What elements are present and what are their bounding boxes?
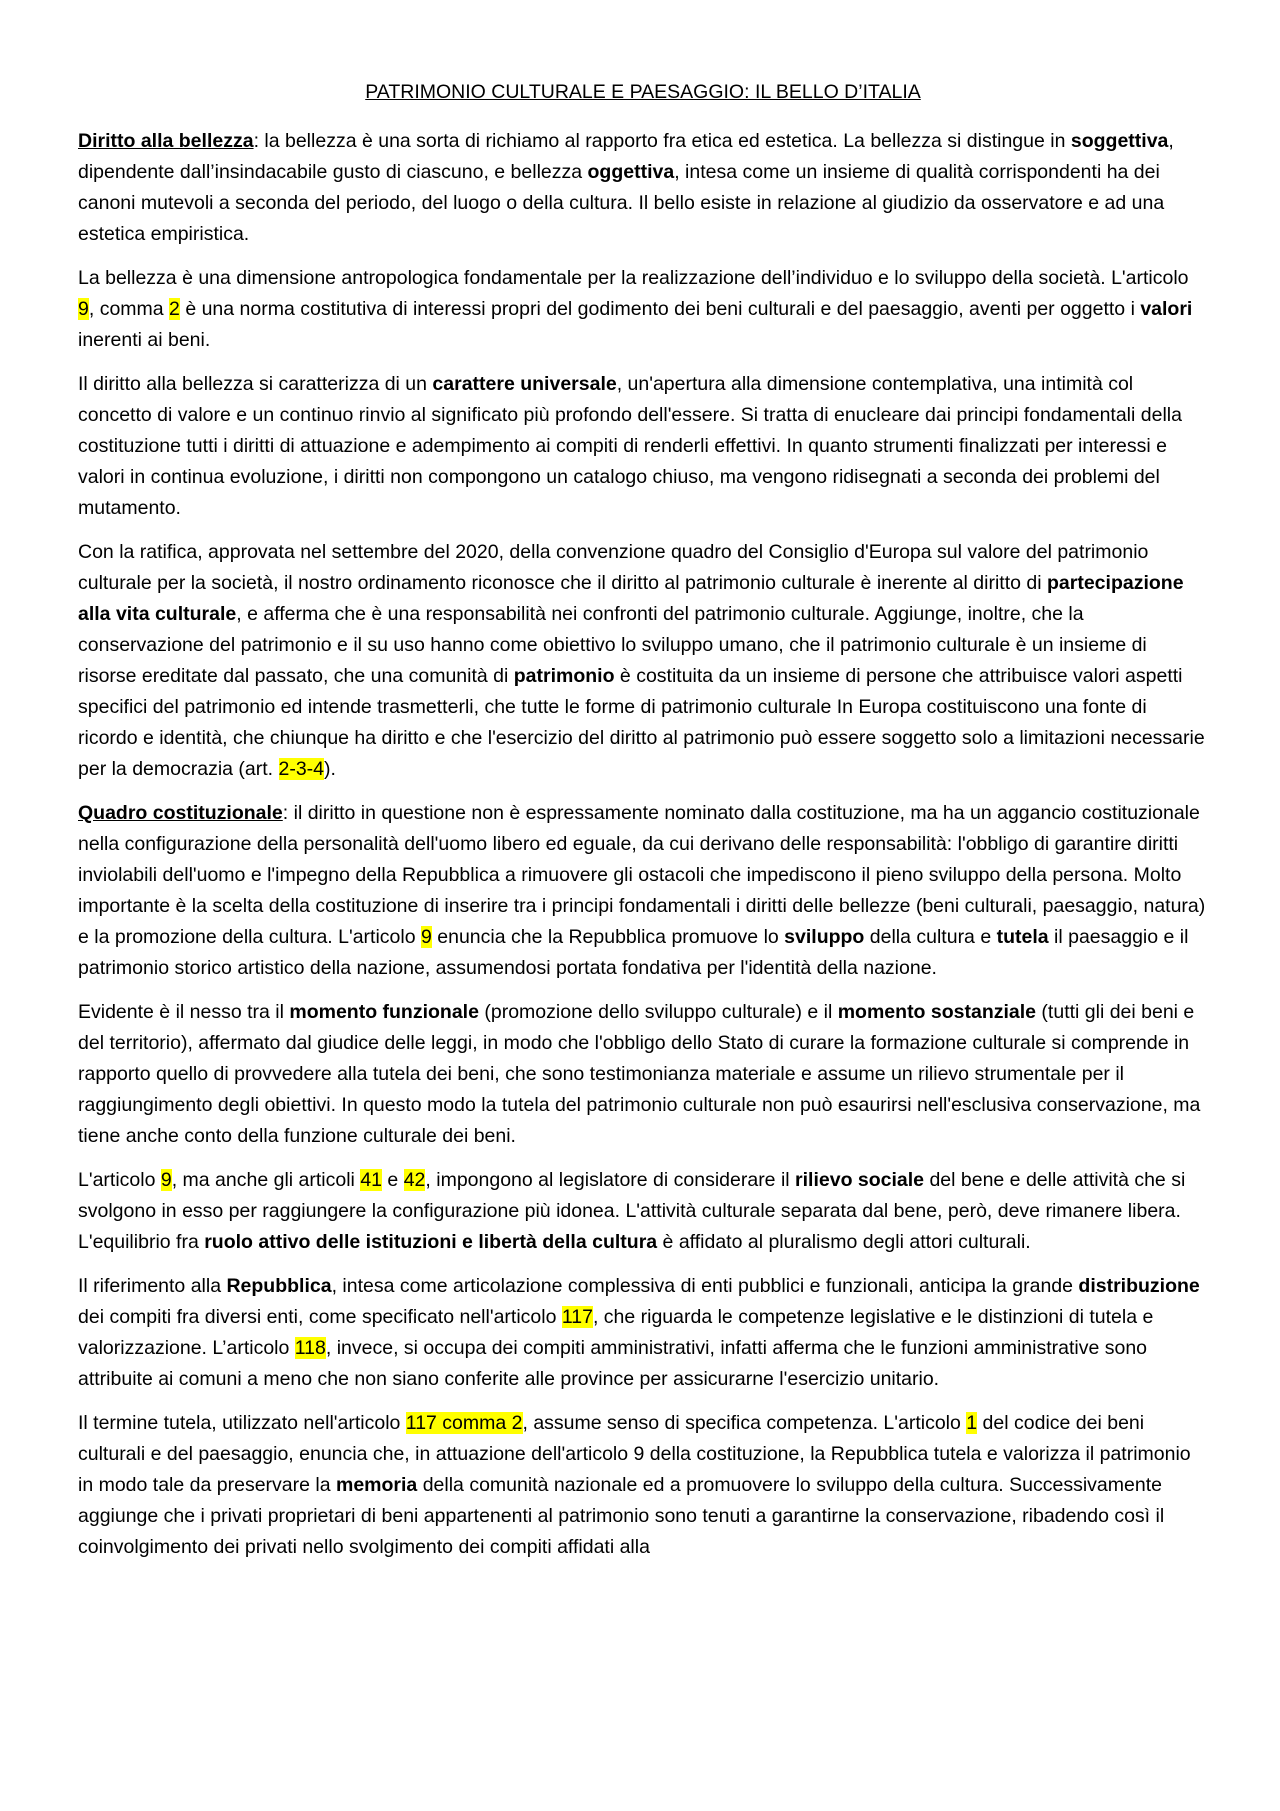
text-run: del codice dei beni culturali e del paesaggio, enuncia che, in attuazione dell'articolo 9 della costituzione, la Repubblica tutela e valorizza il patrimonio in modo tale da preservare la (78, 1412, 1191, 1496)
highlighted-reference: 9 (78, 298, 89, 320)
text-run: è affidato al pluralismo degli attori culturali. (657, 1231, 1031, 1253)
text-run: Con la ratifica, approvata nel settembre del 2020, della convenzione quadro del Consiglio d'Europa sul valore del patrimonio culturale per la società, il nostro ordinamento riconosce che il diritto al patrimonio culturale è inerente al diritto di (78, 541, 1149, 594)
highlighted-reference: 41 (360, 1169, 383, 1191)
highlighted-reference: 9 (421, 926, 432, 948)
paragraph (78, 369, 1208, 524)
text-run: inerenti ai beni. (78, 329, 211, 351)
text-run: , che riguarda le competenze legislative e le distinzioni di tutela e valorizzazione. L’articolo (78, 1306, 1154, 1359)
bold-text: partecipazione alla vita culturale (78, 572, 1184, 625)
text-run: L'articolo (78, 1169, 161, 1191)
text-run: il paesaggio e il patrimonio storico artistico della nazione, assumendosi portata fondativa per l'identità della nazione. (78, 926, 1189, 979)
paragraph (78, 798, 1208, 984)
text-run: , un'apertura alla dimensione contemplativa, una intimità col concetto di valore e un continuo rinvio al significato più profondo dell'essere. Si tratta di enucleare dai principi fondamentali della costituzione tutti i diritti di attuazione e adempimento ai compiti di renderli effettivi. In quanto strumenti finalizzati per interessi e valori in continua evoluzione, i diritti non compongono un catalogo chiuso, ma vengono ridisegnati a seconda dei problemi del mutamento. (78, 373, 1182, 519)
bold-text: rilievo sociale (795, 1169, 925, 1191)
bold-text: ruolo attivo delle istituzioni e libertà della cultura (204, 1231, 658, 1253)
paragraph (78, 126, 1208, 250)
paragraph (78, 1408, 1208, 1563)
text-run: , dipendente dall’insindacabile gusto di ciascuno, e bellezza (78, 130, 1174, 183)
bold-text: tutela (996, 926, 1049, 948)
bold-text: momento funzionale (289, 1001, 479, 1023)
text-run: , intesa come articolazione complessiva di enti pubblici e funzionali, anticipa la grande (331, 1275, 1079, 1297)
text-run: , invece, si occupa dei compiti amministrativi, infatti afferma che le funzioni amministrative sono attribuite ai comuni a meno che non siano conferite alle province per assicurarne l'esercizio unitario. (78, 1337, 1148, 1390)
bold-text: valori (1140, 298, 1193, 320)
paragraph (78, 263, 1208, 356)
highlighted-reference: 2 (169, 298, 180, 320)
highlighted-reference: 2-3-4 (278, 758, 325, 780)
highlighted-reference: 9 (160, 1169, 172, 1191)
section-label: Quadro costituzionale (78, 802, 283, 824)
text-run: , assume senso di specifica competenza. L'articolo (522, 1412, 967, 1434)
text-run: Il diritto alla bellezza si caratterizza di un (78, 373, 433, 395)
section-label: Diritto alla bellezza (78, 130, 254, 152)
highlighted-reference: 117 (561, 1306, 593, 1328)
paragraph (78, 997, 1208, 1152)
bold-text: distribuzione (1078, 1275, 1200, 1297)
text-run: , impongono al legislatore di considerare il (425, 1169, 796, 1191)
text-run: ). (324, 758, 336, 780)
bold-text: oggettiva (587, 161, 675, 183)
text-run: La bellezza è una dimensione antropologica fondamentale per la realizzazione dell’individuo e lo sviluppo della società. L'articolo (78, 267, 1189, 289)
paragraph (78, 537, 1208, 785)
text-run: è costituita da un insieme di persone che attribuisce valori aspetti specifici del patrimonio ed intende trasmetterli, che tutte le forme di patrimonio culturale In Europa costituiscono una fonte di ricordo e identità, che chiunque ha diritto e che l'esercizio del diritto al patrimonio può essere soggetto solo a limitazioni necessarie per la democrazia (art. (78, 665, 1205, 780)
text-run: (tutti gli dei beni e del territorio), affermato dal giudice delle leggi, in modo che l'obbligo dello Stato di curare la formazione culturale si comprende in rapporto quello di provvedere alla tutela dei beni, che sono testimonianza materiale e assume un rilievo strumentale per il raggiungimento degli obiettivi. In questo modo la tutela del patrimonio culturale non può esaurirsi nell'esclusiva conservazione, ma tiene anche conto della funzione culturale dei beni. (78, 1001, 1201, 1147)
text-run: e (382, 1169, 404, 1191)
text-run: , comma (88, 298, 170, 320)
text-run: enuncia che la Repubblica promuove lo (431, 926, 785, 948)
text-run: : la bellezza è una sorta di richiamo al rapporto fra etica ed estetica. La bellezza si distingue in (253, 130, 1071, 152)
paragraph (78, 1165, 1208, 1258)
text-run: (promozione dello sviluppo culturale) e il (478, 1001, 838, 1023)
bold-text: patrimonio (513, 665, 615, 687)
text-run: Il riferimento alla (78, 1275, 227, 1297)
text-run: dei compiti fra diversi enti, come specificato nell'articolo (78, 1306, 562, 1328)
text-run: : il diritto in questione non è espressamente nominato dalla costituzione, ma ha un aggancio costituzionale nella configurazione della personalità dell'uomo libero ed eguale, da cui derivano delle responsabilità: l'obbligo di garantire diritti inviolabili dell'uomo e l'impegno della Repubblica a rimuovere gli ostacoli che impediscono il pieno sviluppo della persona. Molto importante è la scelta della costituzione di inserire tra i principi fondamentali i diritti delle bellezze (beni culturali, paesaggio, natura) e la promozione della cultura. L'articolo (78, 802, 1206, 948)
highlighted-reference: 1 (966, 1412, 978, 1434)
text-run: Il termine tutela, utilizzato nell'articolo (78, 1412, 406, 1434)
text-run: della cultura e (864, 926, 997, 948)
highlighted-reference: 117 comma 2 (405, 1412, 523, 1434)
paragraph (78, 1271, 1208, 1395)
bold-text: carattere universale (432, 373, 617, 395)
bold-text: sviluppo (784, 926, 865, 948)
text-run: Evidente è il nesso tra il (78, 1001, 290, 1023)
text-run: del bene e delle attività che si svolgono in esso per raggiungere la configurazione più idonea. L'attività culturale separata dal bene, però, deve rimanere libera. L'equilibrio fra (78, 1169, 1186, 1253)
text-run: è una norma costitutiva di interessi propri del godimento dei beni culturali e del paesaggio, aventi per oggetto i (179, 298, 1141, 320)
highlighted-reference: 118 (294, 1337, 326, 1359)
bold-text: memoria (335, 1474, 418, 1496)
text-run: , ma anche gli articoli (171, 1169, 361, 1191)
bold-text: Repubblica (226, 1275, 332, 1297)
text-run: , intesa come un insieme di qualità corrispondenti ha dei canoni mutevoli a seconda del periodo, del luogo o della cultura. Il bello esiste in relazione al giudizio da osservatore e ad una estetica empiristica. (78, 161, 1165, 245)
text-run: della comunità nazionale ed a promuovere lo sviluppo della cultura. Successivamente aggiunge che i privati proprietari di beni appartenenti al patrimonio sono tenuti a garantirne la conservazione, ribadendo così il coinvolgimento dei privati nello svolgimento dei compiti affidati alla (78, 1474, 1165, 1558)
document-title: PATRIMONIO CULTURALE E PAESAGGIO: IL BELLO D’ITALIA (365, 81, 921, 103)
bold-text: soggettiva (1070, 130, 1169, 152)
bold-text: momento sostanziale (837, 1001, 1037, 1023)
text-run: , e afferma che è una responsabilità nei confronti del patrimonio culturale. Aggiunge, inoltre, che la conservazione del patrimonio e il su uso hanno come obiettivo lo sviluppo umano, che il patrimonio culturale è un insieme di risorse ereditate dal passato, che una comunità di (78, 603, 1147, 687)
document-body (78, 126, 1208, 1563)
highlighted-reference: 42 (403, 1169, 426, 1191)
